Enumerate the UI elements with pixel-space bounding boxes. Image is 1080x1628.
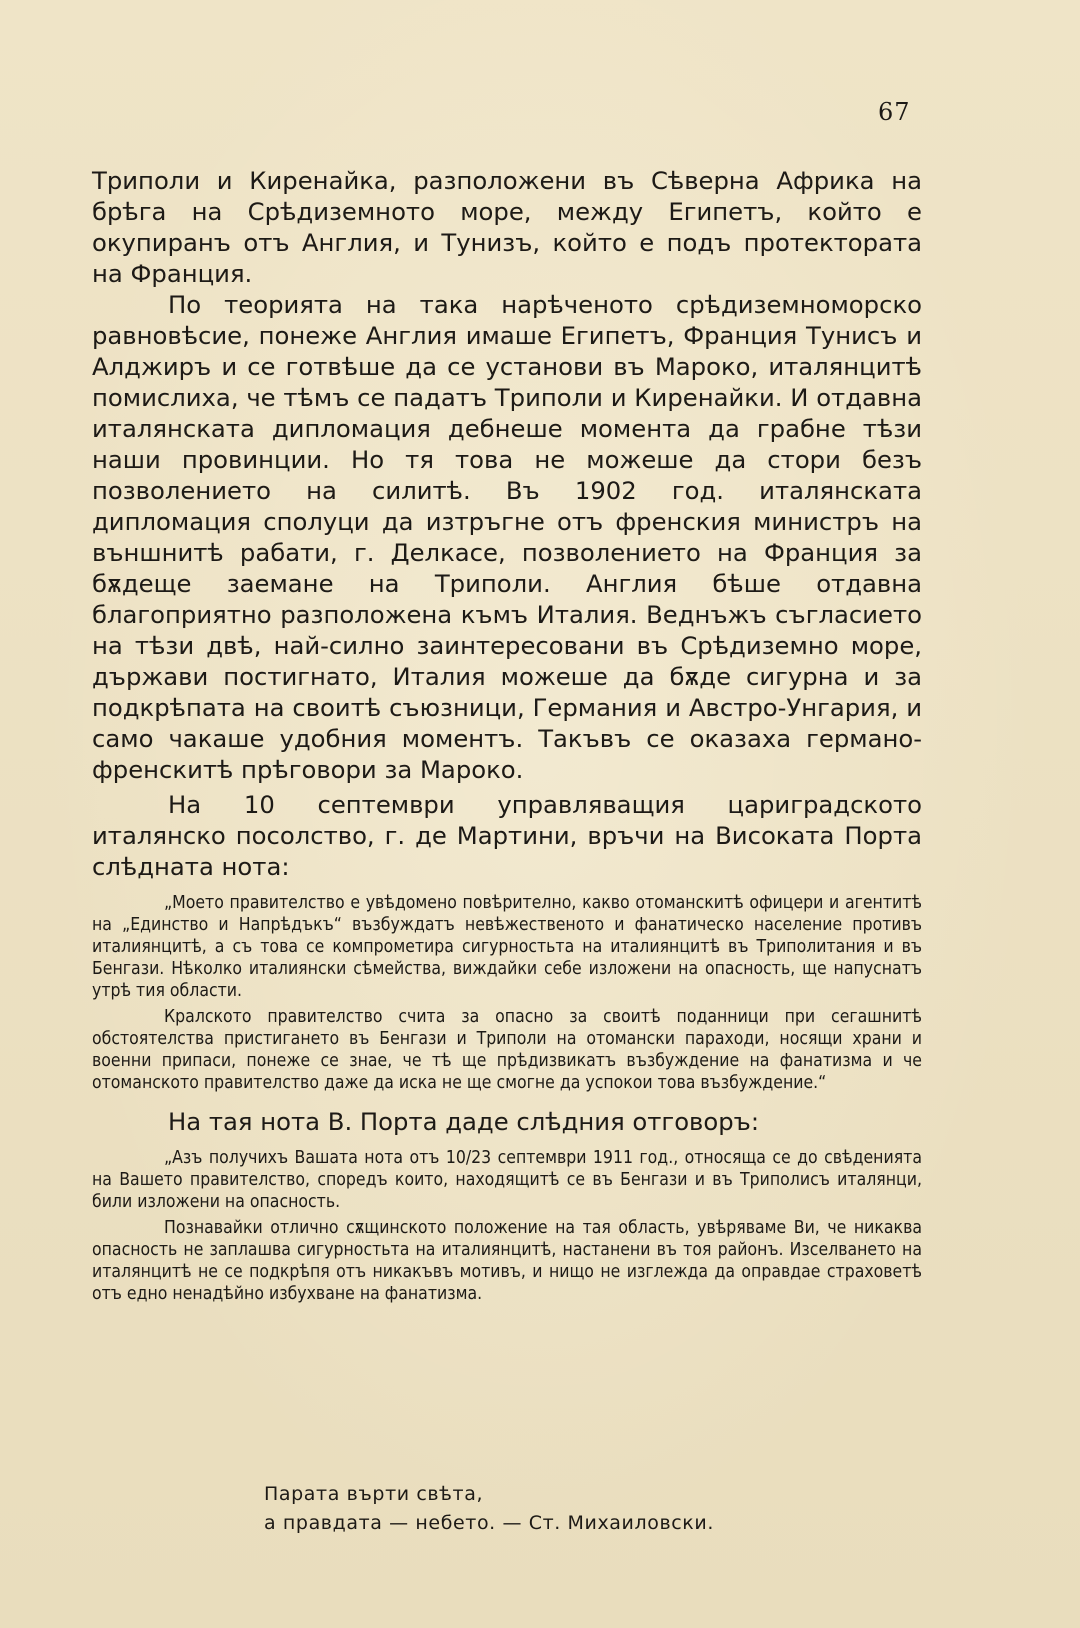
paragraph-1: Триполи и Киренайка, разположени въ Сѣверна Африка на брѣга на Срѣдиземното море, между Египетъ, който е окупиранъ отъ Англия, и Тунизъ, който е подъ протектората на Франция. [92, 166, 922, 288]
reply-paragraph-2: Познавайки отлично сѫщинското положение на тая область, увѣряваме Ви, че никаква опасность не заплашва сигурностьта на италиянцитѣ, настанени въ тоя районъ. Изселването на италянцитѣ не се подкрѣпя отъ никакъвъ мотивъ, и нищо не изглежда да оправдае страховетѣ отъ едно ненадѣйно избухване на фанатизма. [92, 1218, 922, 1304]
italian-note-quote [92, 892, 922, 1094]
paragraph-3: На 10 септември управляващия цариградското италянско посолство, г. де Мартини, връчи на Високата Порта слѣдната нота: [92, 790, 922, 881]
page-number: 67 [878, 98, 911, 126]
reply-paragraph-1: „Азъ получихъ Вашата нота отъ 10/23 септември 1911 год., относяща се до свѣденията на Вашето правителство, споредъ които, находящитѣ се въ Бенгази и въ Триполисъ италянци, били изложени на опасность. [92, 1148, 922, 1212]
porte-reply-quote [92, 1147, 922, 1305]
reply-intro: На тая нота В. Порта даде слѣдния отговоръ: [168, 1107, 760, 1136]
note-paragraph-2: Кралското правителство счита за опасно за своитѣ поданници при сегашнитѣ обстоятелства пристигането въ Бенгази и Триполи на отомански параходи, носящи храни и военни припаси, понеже се знае, че тѣ ще прѣдизвикатъ възбуждение на фанатизма и че отоманското правителство даже да иска не ще смогне да успокои това възбуждение.“ [92, 1007, 922, 1093]
paragraph-2: По теорията на така нарѣченото срѣдиземноморско равновѣсие, понеже Англия имаше Египетъ, Франция Тунисъ и Алджиръ и се готвѣше да се установи въ Мароко, италянцитѣ помислиха, че тѣмъ се падатъ Триполи и Киренайки. И отдавна италянската дипломация дебнеше момента да грабне тѣзи наши провинции. Но тя това не можеше да стори безъ позволението на силитѣ. Въ 1902 год. италянската дипломация сполуци да изтръгне отъ френския министръ на външнитѣ рабати, г. Делкасе, позволението на Франция за бѫдеще заемане на Триполи. Англия бѣше отдавна благоприятно разположена къмъ Италия. Веднъжъ съгласието на тѣзи двѣ, най-силно заинтересовани въ Срѣдиземно море, държави постигнато, Италия можеше да бѫде сигурна и за подкрѣпата на своитѣ съюзници, Германия и Австро-Унгария, и само чакаше удобния моментъ. Такъвъ се оказаха германо-френскитѣ прѣговори за Мароко. [92, 290, 922, 784]
epigraph-line-1: Парата върти свѣта, [264, 1483, 484, 1505]
epigraph-line-2: а правдата — небето. — Ст. Михаиловски. [264, 1512, 714, 1534]
main-text [92, 165, 922, 1305]
epigraph [264, 1480, 714, 1538]
note-paragraph-1: „Моето правителство е увѣдомено повѣрително, какво отоманскитѣ офицери и агентитѣ на „Единство и Напрѣдъкъ“ възбуждатъ невѣжественото и фанатическо население противъ италиянцитѣ, а съ това се компрометира сигурностьта на италиянцитѣ въ Триполитания и въ Бенгази. Нѣколко италиянски сѣмейства, виждайки себе изложени на опасность, ще напуснатъ утрѣ тия области. [92, 893, 922, 1001]
